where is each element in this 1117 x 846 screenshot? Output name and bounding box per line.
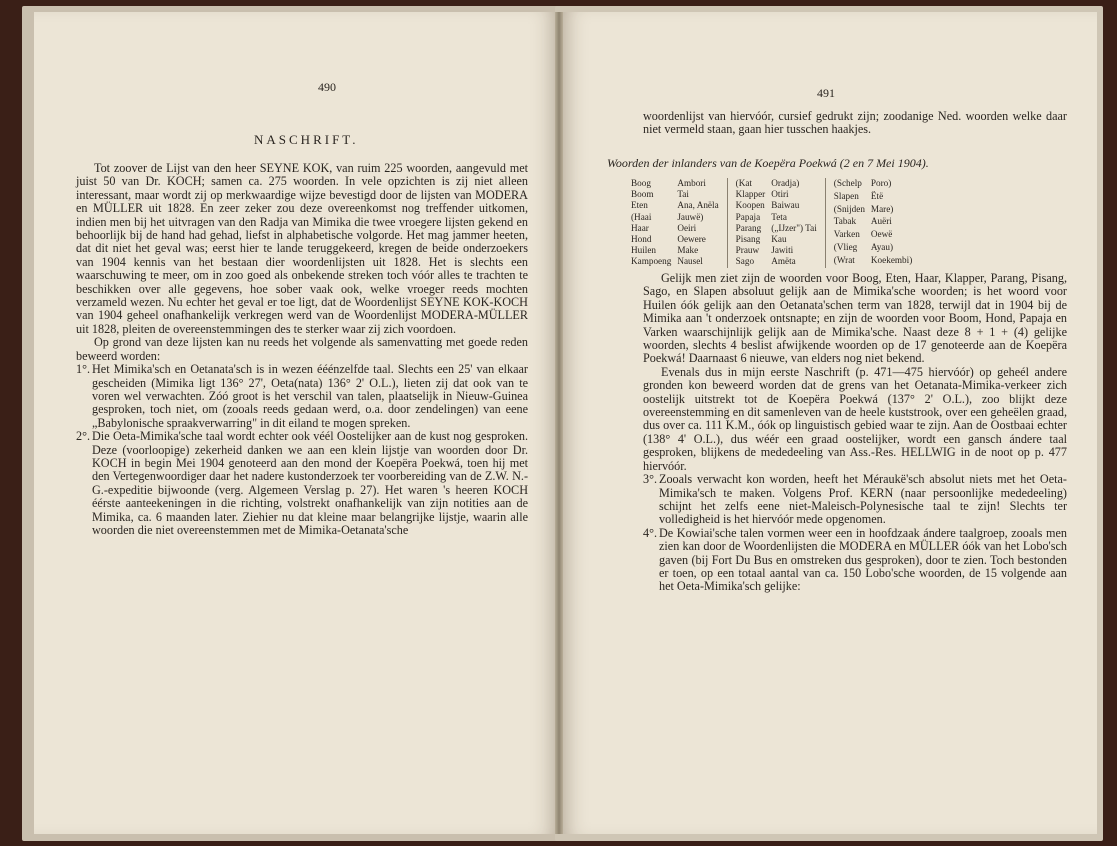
native-word: Oradja)	[771, 178, 800, 188]
native-word: Make	[677, 245, 699, 256]
dutch-word: Haar	[631, 222, 649, 233]
native-word: Ayau)	[870, 242, 894, 252]
list-item	[76, 430, 528, 537]
native-word: Oewere	[677, 234, 706, 245]
dutch-word: Sago	[735, 256, 755, 267]
paragraph: woordenlijst van hiervóór, cursief gedrukt zijn; zoodanige Ned. woorden welke daar niet vermeld staan, gaan hier tusschen haakjes.	[643, 109, 1067, 137]
word-column	[736, 178, 817, 268]
table-caption: Woorden der inlanders van de Koepëra Poekwá (2 en 7 Mei 1904).	[607, 156, 929, 170]
native-word: Tai	[677, 189, 689, 200]
dutch-word: Klapper	[735, 189, 766, 200]
paragraph: Op grond van deze lijsten kan nu reeds het volgende als samenvatting met goede reden beweerd worden:	[76, 335, 528, 363]
dutch-word: Parang	[735, 222, 762, 233]
word-table	[631, 178, 912, 268]
native-word: Poro)	[870, 178, 892, 188]
dutch-word: (Kat	[735, 178, 752, 188]
native-word: Jauwë)	[677, 211, 704, 222]
dutch-word: Pisang	[735, 234, 761, 245]
native-word: Teta	[771, 211, 787, 222]
dutch-word: Prauw	[735, 245, 760, 256]
list-item	[76, 363, 528, 430]
list-number: 1°.	[76, 362, 91, 377]
list-text: Zooals verwacht kon worden, heeft het Méraukë'sch absolut niets met het Oeta-Mimika'sch te maken. Volgens Prof. KERN (naar persoonlijke mededeeling) schijnt het zelfs eene niet-Maleisch-Polynesische taal te zijn! Slechts ter volledigheid is het hiervóór mede opgenomen.	[659, 472, 1067, 527]
dutch-word: Varken	[833, 229, 860, 240]
native-word: Koekembi)	[870, 254, 913, 265]
right-body	[643, 272, 1067, 594]
dutch-word: Boom	[631, 189, 654, 200]
native-word: Oewë	[870, 229, 893, 240]
dutch-word: (Schelp	[833, 178, 862, 188]
dutch-word: Slapen	[833, 190, 859, 201]
dutch-word: Tabak	[833, 216, 857, 227]
dutch-word: Hond	[631, 234, 652, 245]
left-body	[76, 162, 528, 537]
native-word: Ana, Anëla	[677, 200, 719, 211]
native-word: Ambori	[677, 178, 706, 188]
dutch-word: Boog	[631, 178, 651, 188]
dutch-word: (Wrat	[833, 254, 855, 265]
right-intro	[643, 110, 1067, 137]
dutch-word: (Vlieg	[833, 242, 858, 252]
list-text: Die Oeta-Mimika'sche taal wordt echter ook véél Oostelijker aan de kust nog gesproken. Deze (voorloopige) zekerheid danken we aan een klein lijstje van woorden door Dr. KOCH in begin Mei 1904 genoteerd aan den mond der Koepëra Poekwá, toen hij met den Vertegenwoordiger daar het nadere kustonderzoek ter voorbereiding van de Z.W. N.-G.-expeditie bijwoonde (verg. Algemeen Verslag p. 27). Het waren 's heeren KOCH éérste aanteekeningen in die richting, volstrekt onafhankelijk van zijn notities aan de Mimika, ca. 6 maanden later. Ziehier nu dat kleine maar belangrijke lijstje, waarin alle woorden die niet overeenstemmen met de Mimika-Oetanata'sche	[92, 429, 528, 537]
native-word: Amëta	[771, 256, 796, 267]
right-page	[561, 12, 1097, 834]
native-word: Nausel	[677, 256, 703, 267]
list-item	[643, 473, 1067, 527]
column-divider	[825, 178, 826, 268]
book-gutter	[555, 12, 563, 834]
native-word: Mare)	[870, 203, 894, 214]
native-word: („IJzer") Tai	[771, 222, 817, 233]
dutch-word: Eten	[631, 200, 648, 211]
dutch-word: Koopen	[735, 200, 765, 211]
paragraph: Gelijk men ziet zijn de woorden voor Boog, Eten, Haar, Klapper, Parang, Pisang, Sago, en Slapen absoluut gelijk aan de Mimika'sche woorden; is het woord voor Huilen óók gelijk aan den Oetanata'schen term van 1828, terwijl dat in 1904 bij de Mimika aan 't onderzoek ontsnapte; en zijn de woorden voor Boom, Hond, Papaja en Varken waarschijnlijk gelijk aan de Mimika'sche. Naast deze 8 + 1 + (4) gelijke woorden, slechts 4 beslist afwijkende woorden op de 17 genoteerde aan de Koepëra Poekwá! Daarnaast 6 nieuwe, van elders nog niet bekend.	[643, 271, 1067, 366]
paragraph: Tot zoover de Lijst van den heer SEYNE KOK, van ruim 225 woorden, aangevuld met juist 50 van Dr. KOCH; samen ca. 275 woorden. In vele opzichten is zij niet alleen interessant, maar wordt zij op merkwaardige wijze bevestigd door de lijsten van MODERA en MÜLLER uit 1828. En zeer zeker zou deze overeenkomst nog treffender uitkomen, indien men bij het uitvragen van den Radja van Mimika die twee vroegere lijsten gekend en behoorlijk bij de hand had gehad, liefst in alphabetische volgorde. Het mag jammer heeten, dat dit niet het geval was; eerst hier te lande teruggekeerd, kregen de beide onderzoekers van 1904 kennis van het bestaan dier woordenlijsten uit 1828. Het is slechts een waarschuwing te meer, om in zoo goed als onbekende streken toch vóór alles te trachten te beschikken over alle gegevens, hoe sober vaak ook, welke vroeger reeds mochten verzameld wezen. Nu echter het geval er toe ligt, dat de Woordenlijst SEYNE KOK-KOCH van 1904 geheel onafhankelijk verkregen werd van de Woordenlijst MODERA-MÜLLER uit 1828, pleiten de overeenstemmingen des te sterker waar zij zich voordoen.	[76, 161, 528, 336]
dutch-word: (Haai	[631, 211, 652, 222]
list-number: 2°.	[76, 429, 91, 444]
native-word: Oeiri	[677, 222, 697, 233]
native-word: Auëri	[870, 216, 892, 227]
column-divider	[727, 178, 728, 268]
paragraph: Evenals dus in mijn eerste Naschrift (p. 471—475 hiervóór) op geheél andere gronden kon beweerd worden dat de grens van het Oetanata-Mimika-verkeer zich oostelijk uitstrekt tot de Koepëra Poekwá (137° 2' O.L.), zoo blijkt deze overeenstemming en dit samenleven van de heele kuststrook, over een geheëlen graad, dus over ca. 111 K.M., óók op linguistisch gebied waar te zijn. Aan de Oostbaai echter (138° 4' O.L.), dus wéér een graad oostelijker, wordt een gansch ándere taal gesproken, blijkens de mededeeling van Ass.-Res. HELLWIG in de noot op p. 477 hiervóór.	[643, 364, 1067, 473]
page-number-left: 490	[318, 80, 336, 94]
dutch-word: Huilen	[631, 245, 657, 256]
native-word: Otiri	[771, 189, 789, 200]
list-text: Het Mimika'sch en Oetanata'sch is in wezen ééénzelfde taal. Slechts een 25' van elkaar gescheiden (Mimika ligt 136° 27', Oeta(nata) 136° 2' O.L.), lieten zij dat ook van te voren wel verwachten. Zóó groot is het verschil van talen, plaatselijk in Nieuw-Guinea gesproken, toch niet, om (zooals reeds gedaan werd, o.a. door zendelingen) van eene „Babylonische spraakverwarring" in dit eiland te mogen spreken.	[92, 362, 528, 430]
list-item	[643, 527, 1067, 594]
list-text: De Kowiai'sche talen vormen weer een in hoofdzaak ándere taalgroep, zooals men zien kan door de Woordenlijsten die MODERA en MÜLLER óók van het Lobo'sch gaven (bij Fort Du Bus en omstreken dus gesproken), door te zien. Toch bestonden er toen, op een totaal aantal van ca. 150 Lobo'sche woorden, de 15 volgende aan het Oeta-Mimika'sch gelijke:	[659, 525, 1067, 594]
native-word: Ëtë	[870, 190, 884, 201]
dutch-word: Papaja	[735, 211, 761, 222]
dutch-word: Kampoeng	[631, 256, 672, 267]
word-column	[631, 178, 719, 268]
page-title: NASCHRIFT.	[254, 132, 359, 147]
list-number: 3°.	[643, 472, 658, 487]
left-page	[34, 12, 558, 834]
dutch-word: (Snijden	[833, 203, 865, 214]
native-word: Baiwau	[771, 200, 800, 211]
list-number: 4°.	[643, 525, 658, 540]
native-word: Jawiti	[771, 245, 794, 256]
native-word: Kau	[771, 234, 787, 245]
word-column	[834, 178, 912, 268]
page-number-right: 491	[817, 86, 835, 100]
